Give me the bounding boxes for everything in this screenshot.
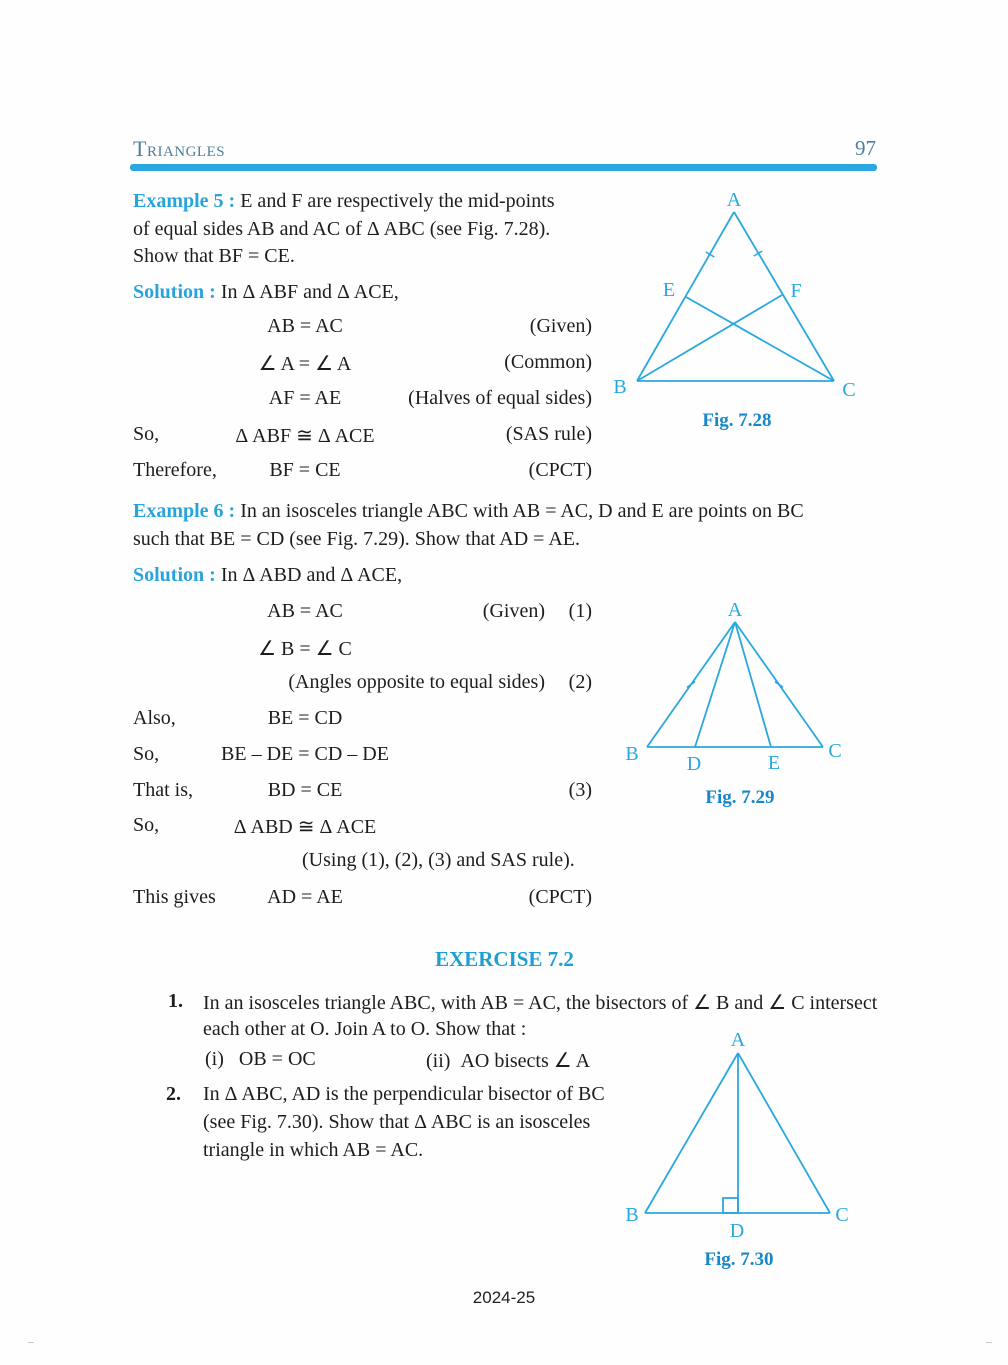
subpart-label: (ii): [426, 1050, 451, 1072]
reason: (CPCT): [528, 459, 592, 481]
example6-eq-row: [133, 814, 592, 841]
equation: ∠ A = ∠ A: [258, 353, 352, 375]
header-rule: [130, 164, 877, 171]
reason: (SAS rule): [505, 423, 592, 445]
example5-line1-text: E and F are respectively the mid-points: [240, 190, 555, 212]
page-footer-year: 2024-25: [472, 1288, 536, 1307]
example6-eq-row: [133, 600, 592, 627]
example5-line3: Show that BF = CE.: [133, 245, 295, 267]
vertex-label-B: B: [625, 743, 639, 765]
figure-7-30: [610, 1030, 860, 1245]
equation: Δ ABF ≅ Δ ACE: [235, 425, 375, 447]
example6-line1: [133, 500, 804, 523]
example6-solution-text: In Δ ABD and Δ ACE,: [220, 564, 403, 586]
figure-7-28: [600, 190, 865, 405]
example5-keyword: Example 5 :: [133, 190, 236, 212]
connective: So,: [133, 423, 160, 445]
exercise-item1-subpart-i: [205, 1048, 316, 1071]
right-angle-mark: [723, 1198, 738, 1213]
vertex-label-A: A: [726, 190, 742, 211]
example6-eq-row: [133, 671, 592, 698]
connective: So,: [133, 814, 160, 836]
example6-eq-row: [133, 849, 592, 876]
connective: Therefore,: [133, 459, 217, 481]
point-label-E: E: [662, 279, 676, 301]
equation: AB = AC: [267, 600, 343, 622]
equation: AD = AE: [267, 886, 343, 908]
vertex-label-C: C: [828, 740, 842, 762]
example5-line1: [133, 190, 555, 213]
example6-eq-row: [133, 886, 592, 913]
point-label-D: D: [729, 1220, 745, 1242]
vertex-label-A: A: [730, 1030, 746, 1051]
reason: (Halves of equal sides): [408, 387, 592, 409]
reason: (Given): [529, 315, 592, 337]
figure-7-29-caption: Fig. 7.29: [705, 787, 775, 808]
point-label-D: D: [686, 753, 702, 775]
example6-eq-row: [133, 707, 592, 734]
equation: AF = AE: [268, 387, 342, 409]
example5-eq-row: [133, 351, 592, 378]
point-label-F: F: [790, 280, 802, 302]
equation: ∠ B = ∠ C: [258, 638, 352, 660]
reason: (CPCT): [528, 886, 592, 908]
equation-number: (3): [568, 779, 592, 801]
equation: BE – DE = CD – DE: [221, 743, 389, 765]
example5-eq-row: [133, 423, 592, 450]
example6-eq-row: [133, 743, 592, 770]
tick-mark: [687, 682, 695, 688]
example5-solution: [133, 281, 399, 304]
reason: (Angles opposite to equal sides): [288, 671, 545, 693]
exercise-item2-number: 2.: [166, 1083, 181, 1105]
connective: This gives: [133, 886, 216, 908]
reason: (Using (1), (2), (3) and SAS rule).: [302, 849, 575, 871]
equation-number: (1): [568, 600, 592, 622]
crop-mark: [986, 1342, 992, 1343]
vertex-label-A: A: [727, 600, 743, 621]
subpart-text: OB = OC: [238, 1048, 316, 1070]
figure-7-29: [610, 600, 850, 780]
vertex-label-B: B: [613, 376, 627, 398]
example5-eq-row: [133, 459, 592, 486]
example5-eq-row: [133, 387, 592, 414]
equation: BD = CE: [267, 779, 343, 801]
exercise-item2-line2: (see Fig. 7.30). Show that Δ ABC is an isosceles: [203, 1111, 591, 1133]
example6-solution-keyword: Solution :: [133, 564, 216, 586]
figure-7-30-caption: Fig. 7.30: [704, 1249, 774, 1270]
vertex-label-B: B: [625, 1204, 639, 1226]
example6-line1-text: In an isosceles triangle ABC with AB = AC, D and E are points on BC: [240, 500, 804, 522]
page-header-title: Triangles: [133, 136, 226, 161]
figure-7-28-caption: Fig. 7.28: [702, 410, 772, 431]
connective: That is,: [133, 779, 193, 801]
example6-eq-row: [133, 779, 592, 806]
example5-line2: of equal sides AB and AC of Δ ABC (see Fig. 7.28).: [133, 218, 551, 240]
example6-line2: such that BE = CD (see Fig. 7.29). Show that AD = AE.: [133, 528, 580, 550]
equation-number: (2): [568, 671, 592, 693]
example5-eq-row: [133, 315, 592, 342]
example5-solution-text: In Δ ABF and Δ ACE,: [220, 281, 399, 303]
example6-solution: [133, 564, 402, 587]
equation: BF = CE: [269, 459, 341, 481]
vertex-label-C: C: [835, 1204, 849, 1226]
exercise-item1-line1: In an isosceles triangle ABC, with AB = AC, the bisectors of ∠ B and ∠ C intersect: [203, 992, 878, 1014]
equation: AB = AC: [267, 315, 343, 337]
tick-mark: [775, 682, 783, 688]
reason: (Common): [504, 351, 592, 373]
point-label-E: E: [767, 752, 781, 774]
example5-solution-keyword: Solution :: [133, 281, 216, 303]
exercise-item2-line3: triangle in which AB = AC.: [203, 1139, 424, 1161]
exercise-item1-subpart-ii: [426, 1048, 590, 1073]
exercise-item1-number: 1.: [168, 990, 183, 1012]
example6-keyword: Example 6 :: [133, 500, 236, 522]
crop-mark: [28, 1342, 34, 1343]
connective: Also,: [133, 707, 176, 729]
connective: So,: [133, 743, 160, 765]
reason: (Given): [482, 600, 545, 622]
subpart-text: AO bisects ∠ A: [460, 1050, 591, 1072]
page-number: 97: [855, 136, 876, 160]
example6-eq-row: [133, 636, 592, 663]
exercise-title: EXERCISE 7.2: [435, 947, 574, 971]
equation: BE = CD: [267, 707, 343, 729]
equation: Δ ABD ≅ Δ ACE: [233, 816, 377, 838]
subpart-label: (i): [205, 1048, 224, 1070]
vertex-label-C: C: [842, 379, 856, 401]
exercise-item1-line2: each other at O. Join A to O. Show that :: [203, 1018, 527, 1040]
exercise-item2-line1: In Δ ABC, AD is the perpendicular bisector of BC: [203, 1083, 605, 1105]
